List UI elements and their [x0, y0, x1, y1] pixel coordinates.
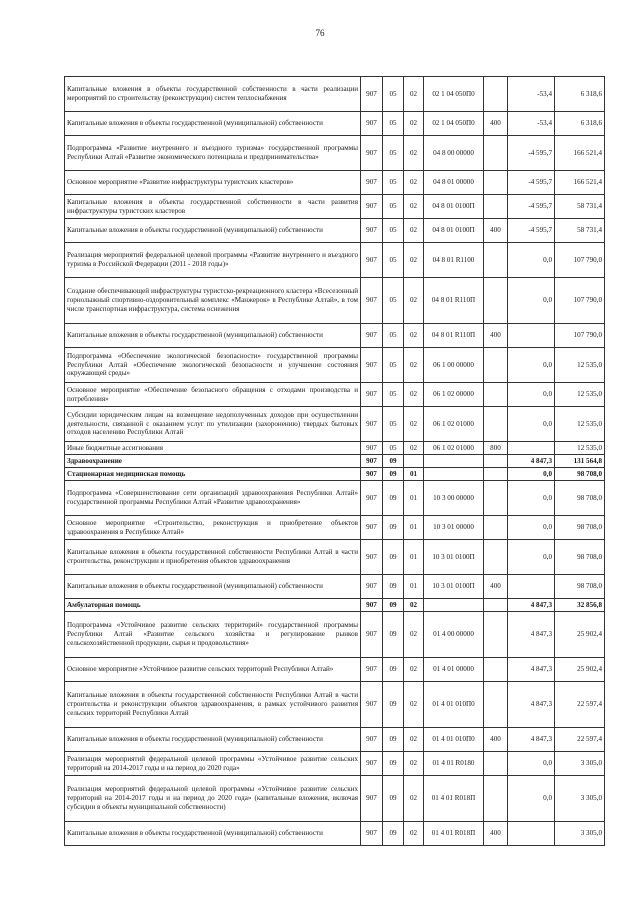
cell-vr — [484, 383, 508, 407]
cell-rz: 09 — [383, 540, 404, 575]
cell-total: 25 902,4 — [555, 658, 605, 682]
cell-pr: 02 — [404, 776, 424, 822]
cell-pr: 02 — [404, 442, 424, 455]
cell-change — [508, 442, 555, 455]
cell-pr: 02 — [404, 243, 424, 278]
cell-change — [508, 822, 555, 846]
cell-name: Капитальные вложения в объекты государственной (муниципальной) собственности — [65, 112, 361, 136]
cell-vr — [484, 682, 508, 728]
cell-vr — [484, 278, 508, 324]
cell-name: Подпрограмма «Развитие внутреннего и въездного туризма» государственной программы Республики Алтай «Развитие экономического потенциала и предпринимательства» — [65, 136, 361, 171]
cell-pr: 01 — [404, 516, 424, 540]
cell-name: Капитальные вложения в объекты государственной (муниципальной) собственности — [65, 324, 361, 348]
cell-name: Иные бюджетные ассигнования — [65, 442, 361, 455]
cell-vr — [484, 612, 508, 658]
cell-csr: 06 1 02 01000 — [424, 407, 484, 442]
cell-rz: 09 — [383, 599, 404, 612]
cell-name: Стационарная медицинская помощь — [65, 468, 361, 481]
cell-rz: 05 — [383, 348, 404, 383]
table-row — [65, 575, 605, 599]
page-number: 76 — [315, 28, 325, 38]
cell-vr — [484, 481, 508, 516]
cell-change: 0,0 — [508, 752, 555, 776]
cell-gr: 907 — [361, 219, 383, 243]
cell-csr: 01 4 01 R018П — [424, 776, 484, 822]
cell-change: -53,4 — [508, 77, 555, 112]
cell-name: Подпрограмма «Совершенствование сети организаций здравоохранения Республики Алтай» государственной программы Республики Алтай «Развитие здравоохранения» — [65, 481, 361, 516]
cell-pr: 02 — [404, 822, 424, 846]
cell-gr: 907 — [361, 407, 383, 442]
cell-change: 4 847,3 — [508, 728, 555, 752]
cell-vr: 400 — [484, 219, 508, 243]
cell-vr: 400 — [484, 575, 508, 599]
cell-name: Реализация мероприятий федеральной целевой программы «Устойчивое развитие сельских территорий на 2014-2017 годы и на период до 2020 года» (капитальные вложения, включая субсидии в объекты муниципальной собственности) — [65, 776, 361, 822]
cell-total: 107 790,0 — [555, 243, 605, 278]
cell-pr: 02 — [404, 219, 424, 243]
cell-rz: 05 — [383, 243, 404, 278]
cell-total: 98 708,0 — [555, 516, 605, 540]
table-row — [65, 776, 605, 822]
cell-total: 166 521,4 — [555, 171, 605, 195]
cell-name: Капитальные вложения в объекты государственной собственности Республики Алтай в части строительства, реконструкции и приобретения объектов здравоохранения — [65, 540, 361, 575]
cell-change: -4 595,7 — [508, 195, 555, 219]
cell-total: 98 708,0 — [555, 540, 605, 575]
cell-name: Основное мероприятие «Устойчивое развитие сельских территорий Республики Алтай» — [65, 658, 361, 682]
cell-name: Основное мероприятие «Развитие инфраструктуры туристских кластеров» — [65, 171, 361, 195]
cell-rz: 05 — [383, 442, 404, 455]
cell-vr: 400 — [484, 324, 508, 348]
cell-change — [508, 324, 555, 348]
cell-name: Создание обеспечивающей инфраструктуры туристско-рекреационного кластера «Всесезонный горнолыжный спортивно-оздоровительный комплекс «Манжерок» в Республике Алтай», в том числе транспортная инфраструктура, система оснежения — [65, 278, 361, 324]
cell-csr: 10 3 01 00000 — [424, 516, 484, 540]
cell-name: Подпрограмма «Обеспечение экологической безопасности» государственной программы Республики Алтай «Обеспечение экологической безопасности и улучшение состояния окружающей среды» — [65, 348, 361, 383]
cell-pr: 02 — [404, 599, 424, 612]
cell-csr: 04 8 01 R110П — [424, 324, 484, 348]
cell-change: -4 595,7 — [508, 171, 555, 195]
cell-pr: 02 — [404, 383, 424, 407]
cell-total: 6 318,6 — [555, 77, 605, 112]
cell-rz: 05 — [383, 77, 404, 112]
cell-total: 32 856,8 — [555, 599, 605, 612]
cell-csr: 01 4 01 00000 — [424, 658, 484, 682]
cell-total: 107 790,0 — [555, 324, 605, 348]
cell-change: 4 847,3 — [508, 682, 555, 728]
cell-csr: 04 8 01 R110П — [424, 278, 484, 324]
cell-pr: 02 — [404, 136, 424, 171]
table-row — [65, 171, 605, 195]
cell-pr: 01 — [404, 575, 424, 599]
cell-csr: 10 3 01 0100П — [424, 575, 484, 599]
cell-csr: 02 1 04 050П0 — [424, 77, 484, 112]
cell-gr: 907 — [361, 481, 383, 516]
table-row — [65, 324, 605, 348]
cell-csr: 01 4 00 00000 — [424, 612, 484, 658]
cell-gr: 907 — [361, 658, 383, 682]
cell-gr: 907 — [361, 383, 383, 407]
cell-pr: 02 — [404, 658, 424, 682]
cell-rz: 05 — [383, 383, 404, 407]
cell-total: 3 305,0 — [555, 752, 605, 776]
cell-rz: 09 — [383, 575, 404, 599]
cell-rz: 09 — [383, 516, 404, 540]
cell-csr: 06 1 02 00000 — [424, 383, 484, 407]
cell-change: 0,0 — [508, 407, 555, 442]
table-row — [65, 468, 605, 481]
cell-pr: 02 — [404, 77, 424, 112]
cell-change: 4 847,3 — [508, 455, 555, 468]
cell-gr: 907 — [361, 278, 383, 324]
cell-rz: 05 — [383, 171, 404, 195]
cell-rz: 09 — [383, 658, 404, 682]
table-row — [65, 455, 605, 468]
cell-total: 12 535,0 — [555, 383, 605, 407]
cell-total: 3 305,0 — [555, 776, 605, 822]
cell-rz: 09 — [383, 468, 404, 481]
cell-rz: 09 — [383, 752, 404, 776]
cell-vr — [484, 136, 508, 171]
cell-csr: 01 4 01 010П0 — [424, 728, 484, 752]
table-row — [65, 481, 605, 516]
cell-total: 22 597,4 — [555, 682, 605, 728]
cell-total: 98 708,0 — [555, 468, 605, 481]
table-row — [65, 112, 605, 136]
cell-total: 98 708,0 — [555, 575, 605, 599]
cell-rz: 09 — [383, 776, 404, 822]
cell-gr: 907 — [361, 468, 383, 481]
cell-rz: 09 — [383, 481, 404, 516]
table-row — [65, 540, 605, 575]
cell-gr: 907 — [361, 171, 383, 195]
cell-gr: 907 — [361, 324, 383, 348]
cell-change — [508, 575, 555, 599]
cell-pr: 02 — [404, 195, 424, 219]
cell-total: 22 597,4 — [555, 728, 605, 752]
cell-pr: 02 — [404, 682, 424, 728]
cell-rz: 05 — [383, 278, 404, 324]
cell-pr: 02 — [404, 171, 424, 195]
cell-pr: 02 — [404, 324, 424, 348]
table-row — [65, 516, 605, 540]
cell-rz: 05 — [383, 219, 404, 243]
cell-csr — [424, 455, 484, 468]
cell-rz: 05 — [383, 136, 404, 171]
cell-change: 0,0 — [508, 516, 555, 540]
cell-vr — [484, 171, 508, 195]
cell-csr: 04 8 01 00000 — [424, 171, 484, 195]
table-row — [65, 77, 605, 112]
cell-csr: 10 3 00 00000 — [424, 481, 484, 516]
cell-vr — [484, 752, 508, 776]
cell-rz: 05 — [383, 407, 404, 442]
cell-change: 0,0 — [508, 776, 555, 822]
cell-change: 0,0 — [508, 540, 555, 575]
cell-name: Реализация мероприятий федеральной целевой программы «Развитие внутреннего и въездного туризма в Российской Федерации (2011 - 2018 годы)» — [65, 243, 361, 278]
cell-gr: 907 — [361, 348, 383, 383]
cell-total: 166 521,4 — [555, 136, 605, 171]
cell-gr: 907 — [361, 455, 383, 468]
cell-total: 12 535,0 — [555, 442, 605, 455]
cell-csr — [424, 468, 484, 481]
cell-gr: 907 — [361, 540, 383, 575]
cell-gr: 907 — [361, 243, 383, 278]
cell-change: 4 847,3 — [508, 599, 555, 612]
cell-name: Подпрограмма «Устойчивое развитие сельских территорий» государственной программы Республики Алтай «Развитие сельского хозяйства и регулирование рынков сельскохозяйственной продукции, сырья и продовольствия» — [65, 612, 361, 658]
cell-gr: 907 — [361, 516, 383, 540]
cell-gr: 907 — [361, 195, 383, 219]
cell-name: Субсидии юридическим лицам на возмещение недополученных доходов при осуществлении деятельности, связанной с оказанием услуг по утилизации (захоронению) твердых бытовых отходов населению Республики Алтай — [65, 407, 361, 442]
cell-name: Основное мероприятие «Обеспечение безопасного обращения с отходами производства и потребления» — [65, 383, 361, 407]
cell-change: 0,0 — [508, 243, 555, 278]
cell-vr — [484, 77, 508, 112]
table-row — [65, 682, 605, 728]
table-row — [65, 219, 605, 243]
cell-pr: 01 — [404, 468, 424, 481]
cell-csr: 04 8 01 0100П — [424, 219, 484, 243]
cell-csr: 04 8 00 00000 — [424, 136, 484, 171]
cell-vr — [484, 407, 508, 442]
table-row — [65, 752, 605, 776]
table-row — [65, 442, 605, 455]
table-row — [65, 136, 605, 171]
cell-total: 58 731,4 — [555, 195, 605, 219]
cell-pr: 01 — [404, 481, 424, 516]
cell-name: Капитальные вложения в объекты государственной собственности в части развития инфраструктуры туристских кластеров — [65, 195, 361, 219]
cell-rz: 09 — [383, 612, 404, 658]
cell-vr — [484, 243, 508, 278]
cell-gr: 907 — [361, 136, 383, 171]
cell-change: -53,4 — [508, 112, 555, 136]
cell-change: 0,0 — [508, 468, 555, 481]
cell-vr — [484, 195, 508, 219]
cell-rz: 09 — [383, 455, 404, 468]
cell-gr: 907 — [361, 612, 383, 658]
cell-change: 0,0 — [508, 383, 555, 407]
cell-gr: 907 — [361, 575, 383, 599]
cell-vr: 400 — [484, 112, 508, 136]
cell-change: -4 595,7 — [508, 219, 555, 243]
cell-pr: 02 — [404, 728, 424, 752]
cell-gr: 907 — [361, 776, 383, 822]
cell-pr: 02 — [404, 612, 424, 658]
cell-name: Капитальные вложения в объекты государственной (муниципальной) собственности — [65, 219, 361, 243]
table-row — [65, 407, 605, 442]
cell-rz: 09 — [383, 728, 404, 752]
cell-vr — [484, 658, 508, 682]
cell-change: 4 847,3 — [508, 612, 555, 658]
table-row — [65, 822, 605, 846]
cell-csr: 06 1 00 00000 — [424, 348, 484, 383]
table-row — [65, 383, 605, 407]
cell-total: 12 535,0 — [555, 407, 605, 442]
cell-vr — [484, 540, 508, 575]
cell-csr: 01 4 01 R018П — [424, 822, 484, 846]
cell-gr: 907 — [361, 599, 383, 612]
cell-pr: 02 — [404, 752, 424, 776]
cell-rz: 09 — [383, 822, 404, 846]
cell-gr: 907 — [361, 822, 383, 846]
cell-name: Капитальные вложения в объекты государственной (муниципальной) собственности — [65, 728, 361, 752]
cell-total: 58 731,4 — [555, 219, 605, 243]
table-row — [65, 658, 605, 682]
cell-change: -4 595,7 — [508, 136, 555, 171]
cell-pr: 01 — [404, 540, 424, 575]
cell-change: 0,0 — [508, 348, 555, 383]
table-row — [65, 278, 605, 324]
cell-name: Капитальные вложения в объекты государственной собственности в части реализации мероприятий по строительству (реконструкции) систем теплоснабжения — [65, 77, 361, 112]
cell-total: 12 535,0 — [555, 348, 605, 383]
cell-name: Реализация мероприятий федеральной целевой программы «Устойчивое развитие сельских территорий на 2014-2017 годы и на период до 2020 года» — [65, 752, 361, 776]
cell-csr — [424, 599, 484, 612]
cell-rz: 05 — [383, 195, 404, 219]
cell-total: 131 564,8 — [555, 455, 605, 468]
cell-vr — [484, 348, 508, 383]
cell-vr — [484, 468, 508, 481]
cell-pr: 02 — [404, 278, 424, 324]
cell-change: 0,0 — [508, 278, 555, 324]
cell-csr: 04 8 01 R1100 — [424, 243, 484, 278]
cell-vr — [484, 776, 508, 822]
cell-rz: 05 — [383, 324, 404, 348]
table-row — [65, 728, 605, 752]
cell-pr: 02 — [404, 348, 424, 383]
cell-name: Здравоохранение — [65, 455, 361, 468]
cell-gr: 907 — [361, 112, 383, 136]
cell-pr: 02 — [404, 407, 424, 442]
cell-gr: 907 — [361, 728, 383, 752]
cell-change: 0,0 — [508, 481, 555, 516]
cell-name: Капитальные вложения в объекты государственной собственности Республики Алтай в части строительства и реконструкции объектов здравоохранения, в рамках устойчивого развития сельских территорий Республики Алтай — [65, 682, 361, 728]
cell-total: 3 305,0 — [555, 822, 605, 846]
table-row — [65, 195, 605, 219]
cell-csr: 06 1 02 01000 — [424, 442, 484, 455]
cell-vr: 400 — [484, 728, 508, 752]
cell-name: Амбулаторная помощь — [65, 599, 361, 612]
budget-table — [64, 76, 605, 846]
cell-vr — [484, 599, 508, 612]
cell-gr: 907 — [361, 77, 383, 112]
cell-csr: 02 1 04 050П0 — [424, 112, 484, 136]
table-row — [65, 599, 605, 612]
cell-gr: 907 — [361, 752, 383, 776]
cell-rz: 09 — [383, 682, 404, 728]
table-row — [65, 348, 605, 383]
cell-gr: 907 — [361, 442, 383, 455]
cell-name: Капитальные вложения в объекты государственной (муниципальной) собственности — [65, 822, 361, 846]
cell-vr: 800 — [484, 442, 508, 455]
cell-change: 4 847,3 — [508, 658, 555, 682]
cell-gr: 907 — [361, 682, 383, 728]
cell-name: Капитальные вложения в объекты государственной (муниципальной) собственности — [65, 575, 361, 599]
cell-vr — [484, 516, 508, 540]
budget-table-body — [65, 77, 605, 846]
cell-total: 98 708,0 — [555, 481, 605, 516]
cell-vr: 400 — [484, 822, 508, 846]
cell-pr: 02 — [404, 112, 424, 136]
cell-csr: 04 8 01 0100П — [424, 195, 484, 219]
cell-csr: 01 4 01 010П0 — [424, 682, 484, 728]
cell-total: 6 318,6 — [555, 112, 605, 136]
cell-csr: 01 4 01 R0180 — [424, 752, 484, 776]
table-row — [65, 612, 605, 658]
cell-name: Основное мероприятие «Строительство, реконструкция и приобретение объектов здравоохранения в Республике Алтай» — [65, 516, 361, 540]
cell-csr: 10 3 01 0100П — [424, 540, 484, 575]
cell-rz: 05 — [383, 112, 404, 136]
cell-pr — [404, 455, 424, 468]
cell-total: 25 902,4 — [555, 612, 605, 658]
table-row — [65, 243, 605, 278]
cell-total: 107 790,0 — [555, 278, 605, 324]
cell-vr — [484, 455, 508, 468]
